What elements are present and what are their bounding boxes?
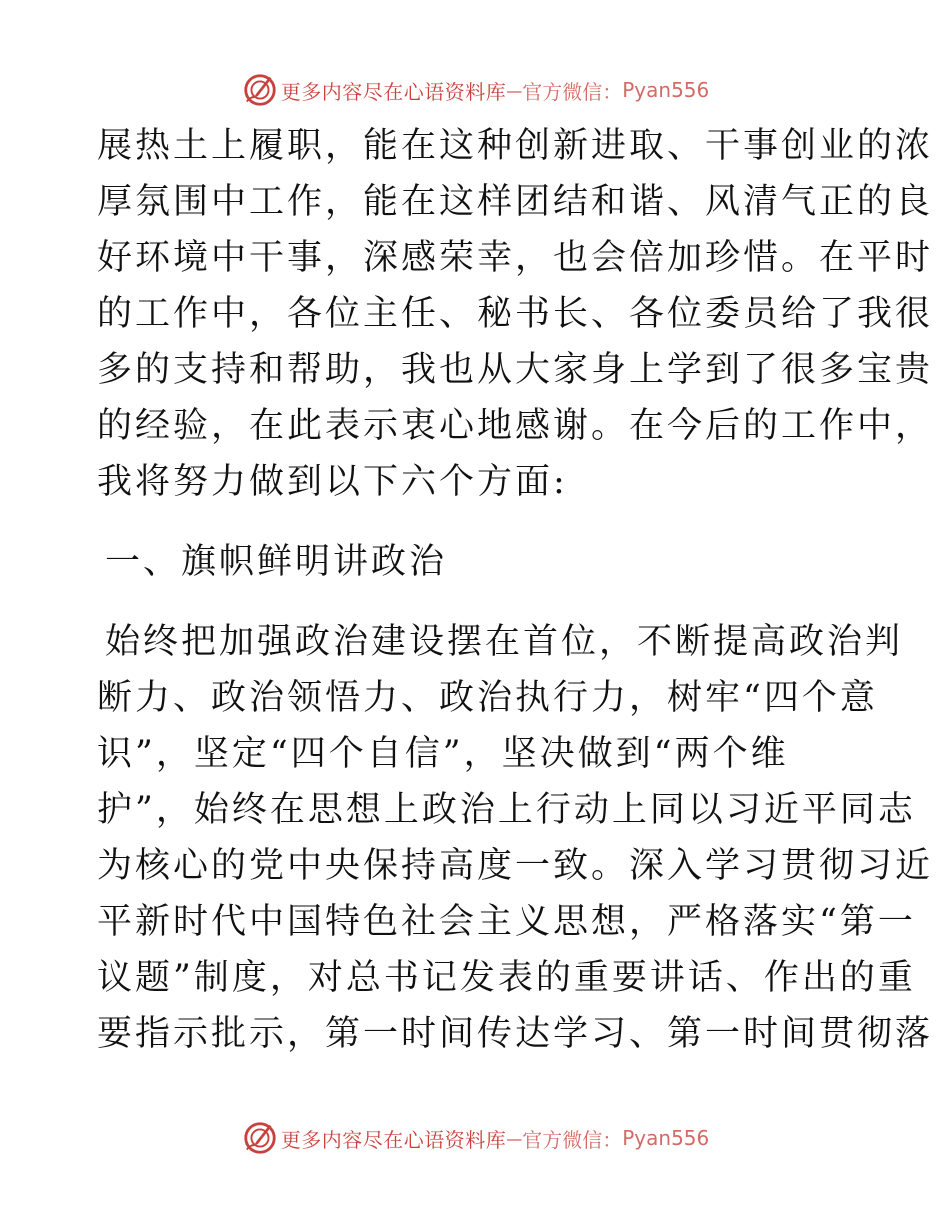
watermark-separator: — (506, 80, 523, 100)
text-line: 识”，坚定“四个自信”，坚决做到“两个维 (97, 734, 789, 774)
watermark-separator: — (506, 1128, 523, 1148)
text-line: 平新时代中国特色社会主义思想，严格落实“第一 (97, 902, 916, 942)
text-line: 护”，始终在思想上政治上行动上同以习近平同志 (97, 790, 916, 830)
quill-logo-icon (241, 71, 279, 109)
text-line: 为核心的党中央保持高度一致。深入学习贯彻习近 (97, 846, 934, 886)
watermark-wechat-id: Pyan556 (622, 78, 710, 102)
text-line: 展热土上履职，能在这种创新进取、干事创业的浓 (97, 126, 934, 166)
text-line: 议题”制度，对总书记发表的重要讲话、作出的重 (97, 958, 916, 998)
text-line: 断力、政治领悟力、政治执行力，树牢“四个意 (97, 678, 878, 718)
section-heading: 一、旗帜鲜明讲政治 (105, 542, 448, 582)
watermark-wechat-label: 官方微信： (522, 79, 623, 104)
watermark-banner-bottom (0, 1118, 950, 1158)
document-body (97, 118, 934, 1062)
text-line: 多的支持和帮助，我也从大家身上学到了很多宝贵 (97, 350, 934, 390)
text-line: 始终把加强政治建设摆在首位，不断提高政治判 (105, 622, 904, 662)
text-line: 好环境中干事，深感荣幸，也会倍加珍惜。在平时 (97, 238, 934, 278)
text-line: 的工作中，各位主任、秘书长、各位委员给了我很 (97, 294, 934, 334)
watermark-title: 更多内容尽在心语资料库 (280, 79, 507, 104)
watermark-title: 更多内容尽在心语资料库 (280, 1127, 507, 1152)
watermark-banner-top (0, 70, 950, 110)
text-line: 要指示批示，第一时间传达学习、第一时间贯彻落 (97, 1014, 934, 1054)
paragraph-spacer (97, 510, 857, 534)
quill-logo-icon (241, 1119, 279, 1157)
paragraph-spacer (97, 590, 857, 614)
paragraph-section-one (97, 614, 934, 1062)
text-line: 的经验，在此表示衷心地感谢。在今后的工作中， (97, 406, 934, 446)
watermark-wechat-id: Pyan556 (622, 1126, 710, 1150)
text-line: 厚氛围中工作，能在这样团结和谐、风清气正的良 (97, 182, 934, 222)
watermark-wechat-label: 官方微信： (522, 1127, 623, 1152)
text-line: 我将努力做到以下六个方面: (97, 462, 568, 502)
paragraph-intro (97, 118, 934, 510)
